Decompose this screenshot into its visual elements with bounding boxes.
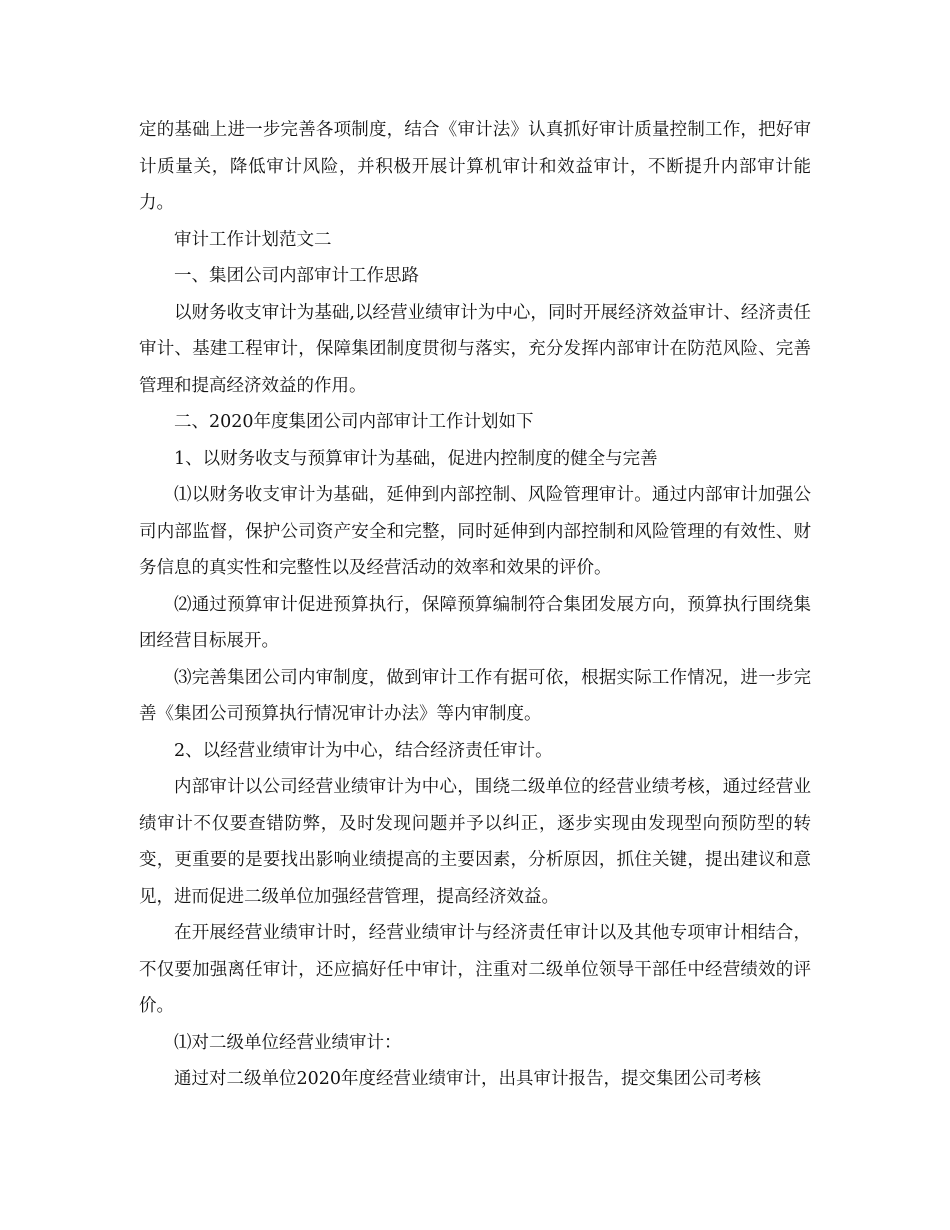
list-item-2: ⑵通过预算审计促进预算执行，保障预算编制符合集团发展方向，预算执行围绕集团经营目标展开。 (139, 594, 811, 651)
paragraph-responsibility-audit: 在开展经营业绩审计时，经营业绩审计与经济责任审计以及其他专项审计相结合，不仅要加强离任审计，还应搞好任中审计，注重对二级单位领导干部任中经营绩效的评价。 (139, 923, 811, 1016)
paragraph-audit-approach: 以财务收支审计为基础,以经营业绩审计为中心，同时开展经济效益审计、经济责任审计、基建工程审计，保障集团制度贯彻与落实，充分发挥内部审计在防范风险、完善管理和提高经济效益的作用。 (139, 302, 811, 396)
paragraph-performance-audit: 内部审计以公司经营业绩审计为中心，围绕二级单位的经营业绩考核，通过经营业绩审计不仅要查错防弊，及时发现问题并予以纠正，逐步实现由发现型向预防型的转变，更重要的是要找出影响业绩提高的主要因素，分析原因，抓住关键，提出建议和意见，进而促进二级单位加强经营管理，提高经济效益。 (139, 777, 811, 907)
paragraph-secondary-units: 通过对二级单位2020年度经营业绩审计，出具审计报告，提交集团公司考核 (174, 1069, 762, 1089)
list-item-3: ⑶完善集团公司内审制度，做到审计工作有据可依，根据实际工作情况，进一步完善《集团公司预算执行情况审计办法》等内审制度。 (139, 667, 811, 724)
subheading-performance-audit: 2、以经营业绩审计为中心，结合经济责任审计。 (174, 740, 553, 761)
document-body (139, 112, 811, 1098)
list-item-secondary-units: ⑴对二级单位经营业绩审计： (174, 1032, 402, 1053)
heading-annual-plan: 二、2020年度集团公司内部审计工作计划如下 (174, 412, 534, 432)
subheading-budget-audit: 1、以财务收支与预算审计为基础，促进内控制度的健全与完善 (174, 448, 658, 469)
list-item-1: ⑴以财务收支审计为基础，延伸到内部控制、风险管理审计。通过内部审计加强公司内部监督，保护公司资产安全和完整，同时延伸到内部控制和风险管理的有效性、财务信息的真实性和完整性以及经营活动的效率和效果的评价。 (139, 485, 811, 578)
section-heading-sample-two: 审计工作计划范文二 (174, 229, 332, 250)
paragraph-continuation: 定的基础上进一步完善各项制度，结合《审计法》认真抓好审计质量控制工作，把好审计质量关，降低审计风险，并积极开展计算机审计和效益审计，不断提升内部审计能力。 (139, 120, 811, 213)
heading-audit-approach: 一、集团公司内部审计工作思路 (174, 266, 419, 286)
